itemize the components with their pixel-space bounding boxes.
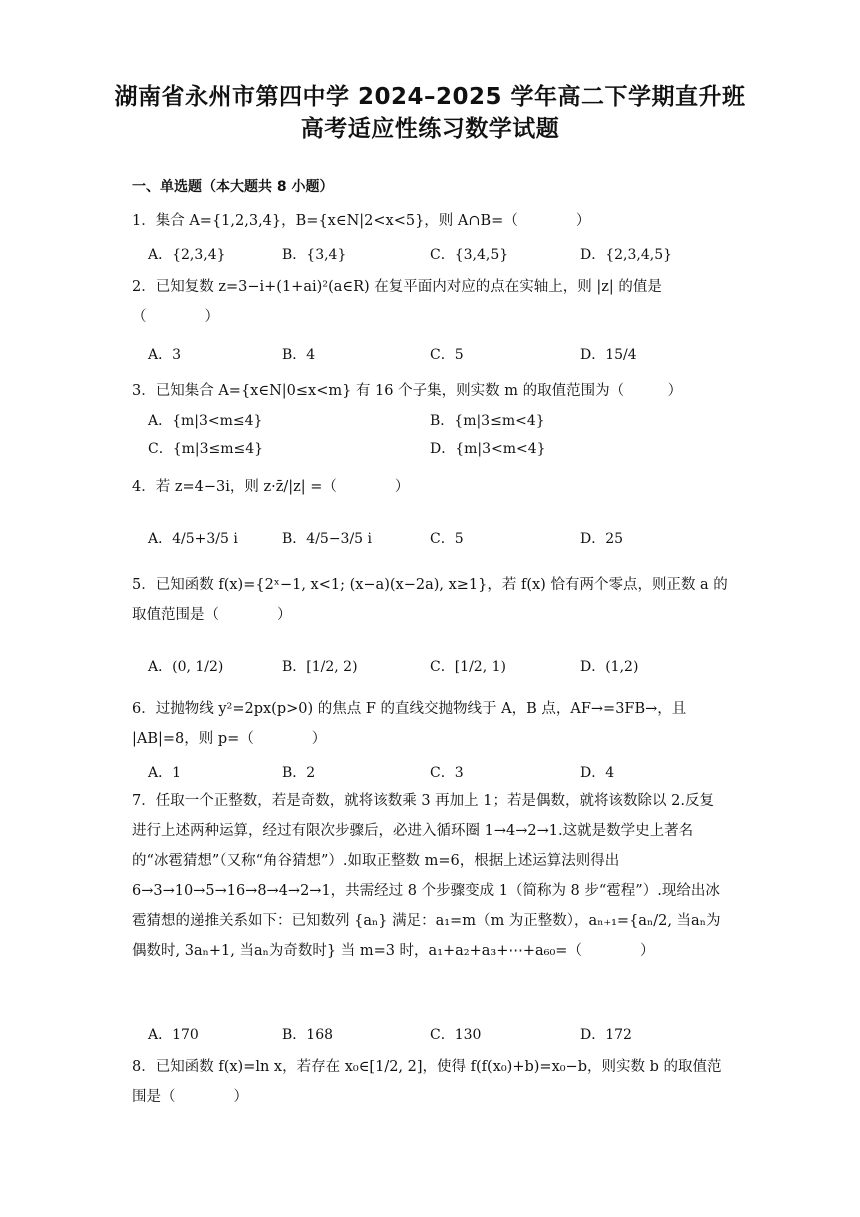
question-6-option-d: D．4 bbox=[580, 765, 615, 781]
question-5-stem: 5．已知函数 f(x)={2ˣ−1, x<1; (x−a)(x−2a), x≥1}，若 f(x) 恰有两个零点，则正数 a 的取值范围是（ ） bbox=[132, 577, 728, 623]
question-4-stem: 4．若 z=4−3i，则 z·z̄/|z| =（ ） bbox=[132, 479, 410, 495]
question-5-option-a: A．(0, 1/2) bbox=[148, 659, 224, 675]
question-3-option-b: B．{m|3≤m<4} bbox=[430, 413, 545, 429]
question-2-stem: 2．已知复数 z=3−i+(1+ai)²(a∈R) 在复平面内对应的点在实轴上，则 |z| 的值是（ ） bbox=[132, 279, 662, 325]
question-3-option-a: A．{m|3<m≤4} bbox=[148, 413, 263, 429]
question-2-option-d: D．15/4 bbox=[580, 347, 637, 363]
title-line-1: 湖南省永州市第四中学 2024–2025 学年高二下学期直升班 bbox=[114, 84, 746, 110]
question-6-option-a: A．1 bbox=[148, 765, 182, 781]
question-2-option-c: C．5 bbox=[430, 347, 464, 363]
question-1-stem: 1．集合 A={1,2,3,4}，B={x∈N|2<x<5}，则 A∩B=（ ） bbox=[132, 213, 591, 229]
question-4-option-b: B．4/5−3/5 i bbox=[282, 531, 373, 547]
question-7-option-b: B．168 bbox=[282, 1027, 334, 1043]
question-7-option-c: C．130 bbox=[430, 1027, 482, 1043]
question-7-option-a: A．170 bbox=[148, 1027, 199, 1043]
question-2-option-a: A．3 bbox=[148, 347, 182, 363]
question-1-option-a: A．{2,3,4} bbox=[148, 247, 226, 263]
question-1-option-b: B．{3,4} bbox=[282, 247, 347, 263]
question-3-stem: 3．已知集合 A={x∈N|0≤x<m} 有 16 个子集，则实数 m 的取值范围为（ ） bbox=[132, 383, 683, 399]
question-8-stem: 8．已知函数 f(x)=ln x，若存在 x₀∈[1/2, 2]，使得 f(f(x₀)+b)=x₀−b，则实数 b 的取值范围是（ ） bbox=[132, 1059, 722, 1105]
question-6-option-b: B．2 bbox=[282, 765, 316, 781]
question-4-option-a: A．4/5+3/5 i bbox=[148, 531, 238, 547]
question-5-option-b: B．[1/2, 2) bbox=[282, 659, 358, 675]
question-6-option-c: C．3 bbox=[430, 765, 464, 781]
question-1-option-c: C．{3,4,5} bbox=[430, 247, 509, 263]
question-7-stem: 7．任取一个正整数，若是奇数，就将该数乘 3 再加上 1；若是偶数，就将该数除以 2.反复进行上述两种运算，经过有限次步骤后，必进入循环圈 1→4→2→1.这就是数学史上著名的“冰雹猜想”（又称“角谷猜想”）.如取正整数 m=6，根据上述运算法则得出 6→3→10→5→16→8→4→2→1，共需经过 8 个步骤变成 1（简称为 8 步“雹程”）.现给出冰雹猜想的递推关系如下：已知数列 {aₙ} 满足：a₁=m（m 为正整数），aₙ₊₁={aₙ/2, 当aₙ为偶数时, 3aₙ+1, 当aₙ为奇数时} 当 m=3 时，a₁+a₂+a₃+⋯+a₆₀=（ ） bbox=[132, 793, 721, 959]
question-3-option-c: C．{m|3≤m≤4} bbox=[148, 441, 264, 457]
question-6-stem: 6．过抛物线 y²=2px(p>0) 的焦点 F 的直线交抛物线于 A，B 点，AF→=3FB→，且 |AB|=8，则 p=（ ） bbox=[132, 701, 687, 747]
section-heading: 一、单选题（本大题共 8 小题） bbox=[132, 179, 334, 195]
question-4-option-c: C．5 bbox=[430, 531, 464, 547]
title-line-2: 高考适应性练习数学试题 bbox=[300, 116, 560, 142]
question-7-option-d: D．172 bbox=[580, 1027, 632, 1043]
question-2-option-b: B．4 bbox=[282, 347, 316, 363]
question-5-option-c: C．[1/2, 1) bbox=[430, 659, 506, 675]
question-1-option-d: D．{2,3,4,5} bbox=[580, 247, 673, 263]
question-3-option-d: D．{m|3<m<4} bbox=[430, 441, 546, 457]
question-5-option-d: D．(1,2) bbox=[580, 659, 639, 675]
question-4-option-d: D．25 bbox=[580, 531, 624, 547]
